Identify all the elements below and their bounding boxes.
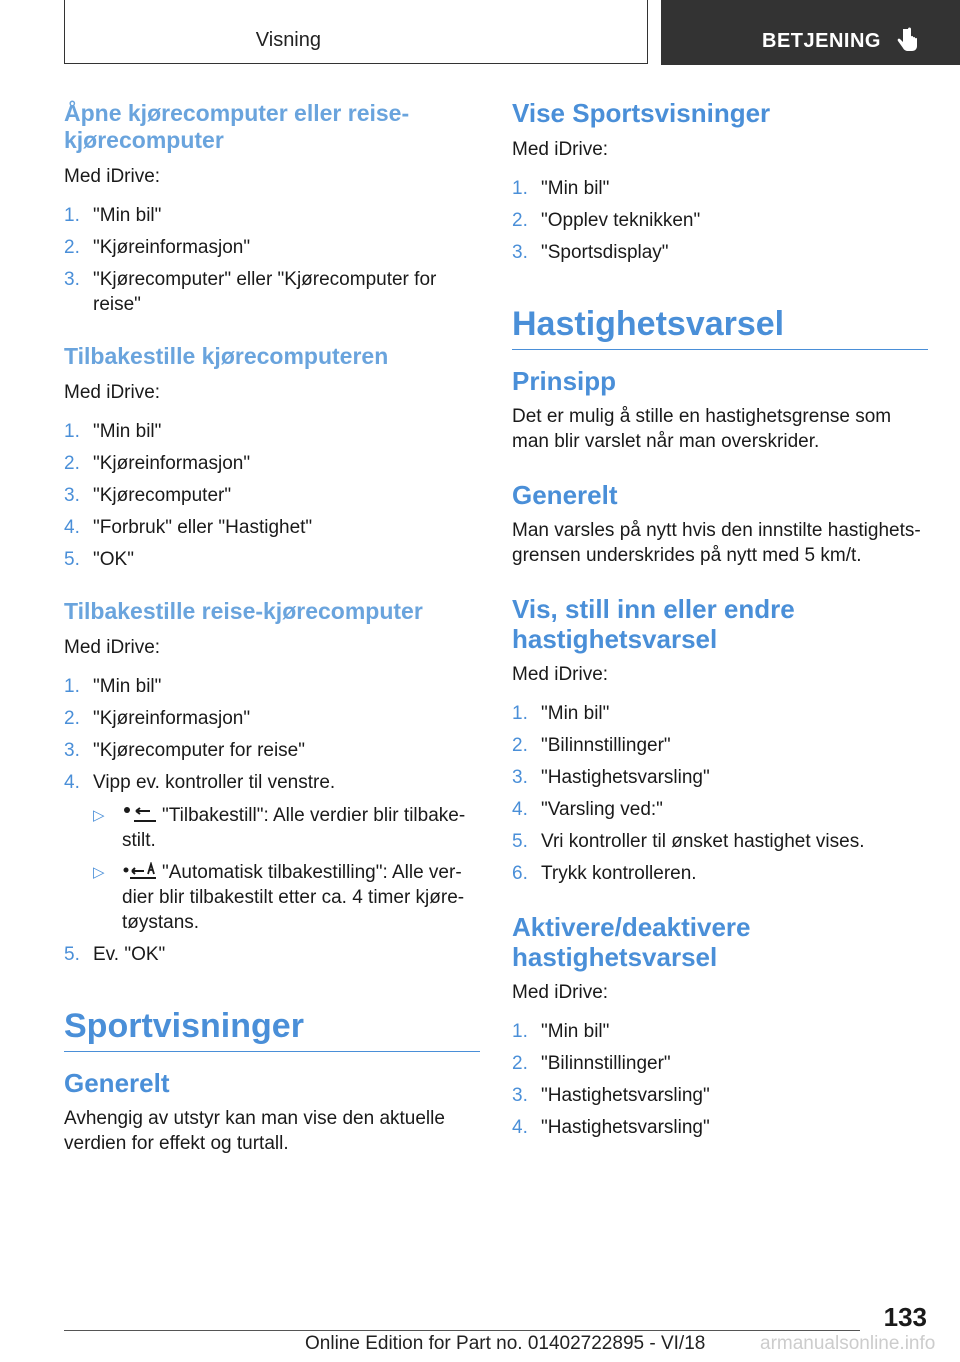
step-number: 2. <box>64 237 80 258</box>
intro-text: Med iDrive: <box>64 166 161 187</box>
subsection-title: Aktivere/deaktivere hastighetsvarsel <box>512 912 751 972</box>
list-item: 1. "Min bil" <box>64 421 162 442</box>
step-number: 2. <box>64 708 80 729</box>
header-section-box <box>64 0 648 64</box>
intro-text: Med iDrive: <box>512 664 609 685</box>
list-item: 2. "Bilinnstillinger" <box>512 1053 671 1074</box>
step-list <box>512 1019 928 1140</box>
step-list <box>512 176 928 265</box>
step-number: 4. <box>64 772 80 793</box>
list-item: 2. "Opplev teknikken" <box>512 210 701 231</box>
list-item: 2. "Bilinnstillinger" <box>512 735 671 756</box>
intro-text: Med iDrive: <box>64 382 161 403</box>
page-number: 133 <box>883 1302 927 1332</box>
step-number: 2. <box>512 1053 528 1074</box>
intro-text: Med iDrive: <box>512 139 609 160</box>
list-item: 4. "Forbruk" eller "Hastighet" <box>64 517 313 538</box>
header-chapter-box <box>661 0 960 65</box>
list-item: 3. "Kjørecomputer for reise" <box>64 740 305 761</box>
left-column <box>64 100 480 1166</box>
header-chapter-title: BETJENING <box>762 30 881 52</box>
bullet-icon: ▷ <box>93 807 105 824</box>
chapter-heading: Hastighetsvarsel <box>512 303 928 350</box>
step-number: 3. <box>512 1085 528 1106</box>
list-item: 3. "Sportsdisplay" <box>512 242 669 263</box>
step-number: 4. <box>512 1117 528 1138</box>
subsection-title: Generelt <box>64 1068 170 1098</box>
list-item: 2. "Kjøreinformasjon" <box>64 453 251 474</box>
list-item: 4. Vipp ev. kontroller til venstre. ▷ "Tilbakestill": Alle verdier blir tilbake-stilt. ▷ "Automatisk tilbakestilling": Alle ver-dier blir tilbakestilt etter ca. 4 timer kjøre-tøystans. <box>64 770 480 935</box>
list-item: 3. "Kjørecomputer" <box>64 485 232 506</box>
step-number: 3. <box>64 269 80 290</box>
list-item: 1. "Min bil" <box>64 205 162 226</box>
intro-text: Med iDrive: <box>512 982 609 1003</box>
step-number: 6. <box>512 863 528 884</box>
bullet-icon: ▷ <box>93 864 105 881</box>
step-list <box>64 674 480 967</box>
list-item: 2. "Kjøreinformasjon" <box>64 708 251 729</box>
list-item: 1. "Min bil" <box>512 1021 610 1042</box>
step-number: 3. <box>64 740 80 761</box>
step-number: 2. <box>512 210 528 231</box>
step-list <box>512 701 928 886</box>
footer-edition: Online Edition for Part no. 01402722895 - VI/18 <box>305 1333 706 1354</box>
step-number: 4. <box>64 517 80 538</box>
sub-list-item: ▷ "Tilbakestill": Alle verdier blir tilbake-stilt. <box>93 805 466 851</box>
reset-icon <box>122 805 158 825</box>
subsection-title: Generelt <box>512 480 618 510</box>
sub-list-item: ▷ "Automatisk tilbakestilling": Alle ver-dier blir tilbakestilt etter ca. 4 timer kjøre-tøystans. <box>93 862 465 933</box>
subsection-title: Prinsipp <box>512 366 617 396</box>
intro-text: Med iDrive: <box>64 637 161 658</box>
hand-pointer-icon <box>896 27 920 55</box>
auto-reset-icon <box>122 862 158 882</box>
step-number: 4. <box>512 799 528 820</box>
list-item: 1. "Min bil" <box>64 676 162 697</box>
step-number: 2. <box>64 453 80 474</box>
list-item: 2. "Kjøreinformasjon" <box>64 237 251 258</box>
step-number: 1. <box>512 703 528 724</box>
section-title: Tilbakestille kjørecomputeren <box>64 343 389 369</box>
step-number: 5. <box>512 831 528 852</box>
step-list <box>64 203 480 317</box>
right-column <box>512 100 928 1166</box>
list-item: 4. "Varsling ved:" <box>512 799 663 820</box>
list-item: 1. "Min bil" <box>512 178 610 199</box>
section-title: Vise Sportsvisninger <box>512 98 771 128</box>
list-item: 3. "Hastighetsvarsling" <box>512 1085 710 1106</box>
list-item: 5. Vri kontroller til ønsket hastighet vises. <box>512 831 865 852</box>
step-number: 1. <box>64 676 80 697</box>
step-number: 1. <box>512 178 528 199</box>
step-number: 5. <box>64 944 80 965</box>
step-number: 3. <box>512 767 528 788</box>
list-item: 5. "OK" <box>64 549 134 570</box>
list-item: 6. Trykk kontrolleren. <box>512 863 697 884</box>
step-number: 2. <box>512 735 528 756</box>
list-item: 1. "Min bil" <box>512 703 610 724</box>
step-number: 1. <box>512 1021 528 1042</box>
step-number: 3. <box>64 485 80 506</box>
list-item: 3. "Kjørecomputer" eller "Kjørecomputer for reise" <box>64 269 437 315</box>
body-text: Det er mulig å stille en hastighetsgrense som man blir varslet når man overskrider. <box>512 406 892 452</box>
section-title: Tilbakestille reise-kjørecomputer <box>64 598 423 624</box>
list-item: 4. "Hastighetsvarsling" <box>512 1117 710 1138</box>
header-section-title: Visning <box>255 29 321 51</box>
step-list <box>64 419 480 572</box>
chapter-heading: Sportvisninger <box>64 1005 480 1052</box>
list-item: 3. "Hastighetsvarsling" <box>512 767 710 788</box>
footer-divider <box>64 1330 860 1331</box>
list-item: 5. Ev. "OK" <box>64 944 166 965</box>
watermark: armanualsonline.info <box>760 1333 936 1354</box>
sub-list <box>93 803 480 935</box>
step-number: 1. <box>64 205 80 226</box>
body-text: Man varsles på nytt hvis den innstilte hastighets-grensen underskrides på nytt med 5 km/t. <box>512 520 921 566</box>
body-text: Avhengig av utstyr kan man vise den aktuelle verdien for effekt og turtall. <box>64 1108 445 1154</box>
step-number: 1. <box>64 421 80 442</box>
step-number: 5. <box>64 549 80 570</box>
section-title: Åpne kjørecomputer eller reise-kjørecomputer <box>64 100 410 153</box>
step-number: 3. <box>512 242 528 263</box>
subsection-title: Vis, still inn eller endre hastighetsvarsel <box>512 594 795 654</box>
